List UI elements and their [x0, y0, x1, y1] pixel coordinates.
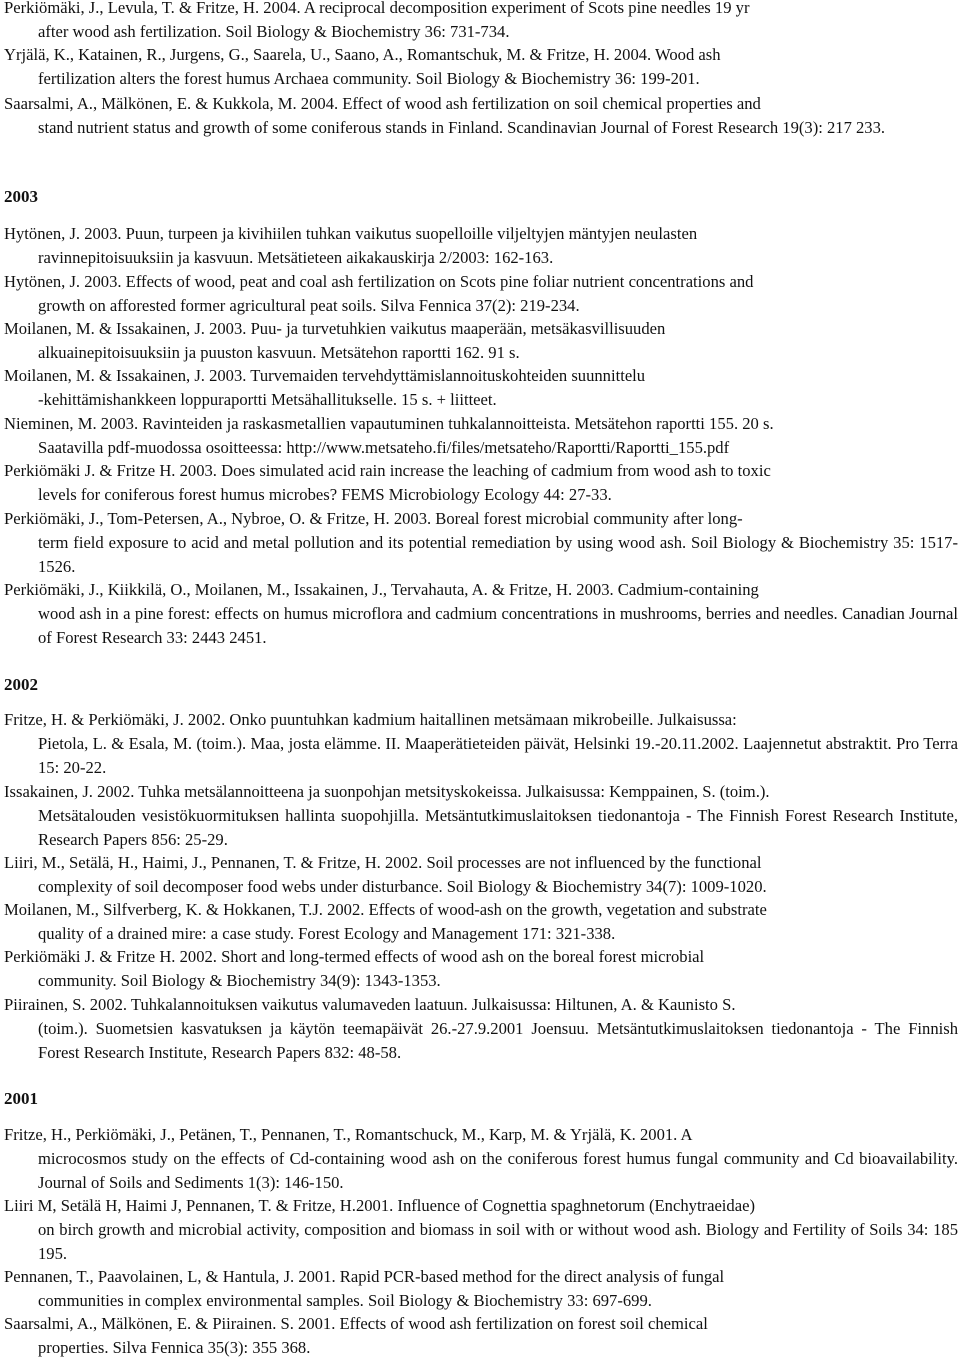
reference-continuation: (toim.). Suometsien kasvatuksen ja käytön teemapäivät 26.-27.9.2001 Joensuu. Metsäntutkimuslaitoksen tiedonantoja - The Finnish Forest Research Institute, Research Papers 832: 48-58.	[38, 1018, 958, 1062]
reference-continuation: wood ash in a pine forest: effects on humus microflora and cadmium concentrations in mushrooms, berries and needles. Canadian Journal of Forest Research 33: 2443 2451.	[38, 603, 958, 647]
reference-entry	[4, 1194, 958, 1265]
reference-entry	[4, 945, 958, 993]
reference-first-line: Hytönen, J. 2003. Puun, turpeen ja kivihiilen tuhkan vaikutus suopelloille viljeltyjen mäntyjen neulasten	[4, 224, 698, 243]
reference-first-line: Liiri, M., Setälä, H., Haimi, J., Pennanen, T. & Fritze, H. 2002. Soil processes are not influenced by the functional	[4, 853, 762, 872]
reference-continuation: -kehittämishankkeen loppuraportti Metsähallitukselle. 15 s. + liitteet.	[38, 389, 497, 409]
reference-first-line: Saarsalmi, A., Mälkönen, E. & Kukkola, M. 2004. Effect of wood ash fertilization on soil chemical properties and	[4, 94, 761, 113]
reference-entry	[4, 317, 958, 365]
reference-first-line: Nieminen, M. 2003. Ravinteiden ja raskasmetallien vapautuminen tuhkalannoitteista. Metsätehon raportti 155. 20 s.	[4, 414, 774, 433]
reference-first-line: Piirainen, S. 2002. Tuhkalannoituksen vaikutus valumaveden laatuun. Julkaisussa: Hiltunen, A. & Kaunisto S.	[4, 995, 736, 1014]
reference-continuation: term field exposure to acid and metal pollution and its potential remediation by using wood ash. Soil Biology & Biochemistry 35: 1517-1526.	[38, 532, 958, 576]
reference-continuation: alkuainepitoisuuksiin ja puuston kasvuun. Metsätehon raportti 162. 91 s.	[38, 342, 520, 362]
reference-first-line: Perkiömäki, J., Tom-Petersen, A., Nybroe, O. & Fritze, H. 2003. Boreal forest microbial community after long-	[4, 509, 743, 528]
reference-first-line: Perkiömäki, J., Levula, T. & Fritze, H. 2004. A reciprocal decomposition experiment of Scots pine needles 19 yr	[4, 0, 750, 17]
reference-entry	[4, 459, 958, 507]
reference-continuation: fertilization alters the forest humus Archaea community. Soil Biology & Biochemistry 36: 199-201.	[38, 68, 700, 88]
reference-first-line: Perkiömäki J. & Fritze H. 2003. Does simulated acid rain increase the leaching of cadmium from wood ash to toxic	[4, 461, 771, 480]
reference-continuation: stand nutrient status and growth of some coniferous stands in Finland. Scandinavian Journal of Forest Research 19(3): 217 233.	[38, 117, 886, 137]
reference-continuation: on birch growth and microbial activity, composition and biomass in soil with or without wood ash. Biology and Fertility of Soils 34: 185 195.	[38, 1219, 958, 1263]
reference-continuation: ravinnepitoisuuksiin ja kasvuun. Metsätieteen aikakauskirja 2/2003: 162-163.	[38, 247, 554, 267]
reference-entry	[4, 222, 958, 270]
reference-entry	[4, 780, 958, 851]
year-heading: 2003	[4, 187, 38, 206]
year-heading: 2001	[4, 1089, 38, 1108]
reference-entry	[4, 364, 958, 412]
reference-entry	[4, 270, 958, 318]
reference-first-line: Issakainen, J. 2002. Tuhka metsälannoitteena ja suonpohjan metsityskokeissa. Julkaisussa: Kemppainen, S. (toim.).	[4, 782, 770, 801]
reference-first-line: Fritze, H. & Perkiömäki, J. 2002. Onko puuntuhkan kadmium haitallinen metsämaan mikrobeille. Julkaisussa:	[4, 710, 737, 729]
reference-continuation: Metsätalouden vesistökuormituksen hallinta suopohjilla. Metsäntutkimuslaitoksen tiedonantoja - The Finnish Forest Research Institute, Research Papers 856: 25-29.	[38, 805, 958, 849]
reference-entry	[4, 92, 958, 140]
reference-entry	[4, 412, 958, 460]
reference-entry	[4, 1265, 958, 1313]
reference-first-line: Perkiömäki J. & Fritze H. 2002. Short and long-termed effects of wood ash on the boreal forest microbial	[4, 947, 705, 966]
reference-entry	[4, 1312, 958, 1360]
reference-continuation: Pietola, L. & Esala, M. (toim.). Maa, josta elämme. II. Maaperätieteiden päivät, Helsinki 19.-20.11.2002. Laajennetut abstraktit. Pro Terra 15: 20-22.	[38, 733, 958, 777]
reference-entry	[4, 898, 958, 946]
reference-first-line: Moilanen, M. & Issakainen, J. 2003. Turvemaiden tervehdyttämislannoituskohteiden suunnittelu	[4, 366, 646, 385]
reference-entry	[4, 851, 958, 899]
reference-first-line: Moilanen, M. & Issakainen, J. 2003. Puu- ja turvetuhkien vaikutus maaperään, metsäkasvillisuuden	[4, 319, 666, 338]
reference-continuation: communities in complex environmental samples. Soil Biology & Biochemistry 33: 697-699.	[38, 1290, 652, 1310]
reference-first-line: Yrjälä, K., Katainen, R., Jurgens, G., Saarela, U., Saano, A., Romantschuk, M. & Fritze, H. 2004. Wood ash	[4, 45, 721, 64]
reference-continuation: levels for coniferous forest humus microbes? FEMS Microbiology Ecology 44: 27-33.	[38, 484, 612, 504]
reference-first-line: Pennanen, T., Paavolainen, L, & Hantula, J. 2001. Rapid PCR-based method for the direct analysis of fungal	[4, 1267, 725, 1286]
reference-entry	[4, 708, 958, 779]
year-heading: 2002	[4, 675, 38, 694]
reference-first-line: Moilanen, M., Silfverberg, K. & Hokkanen, T.J. 2002. Effects of wood-ash on the growth, vegetation and substrate	[4, 900, 767, 919]
reference-entry	[4, 0, 958, 44]
reference-entry	[4, 993, 958, 1064]
reference-continuation: Saatavilla pdf-muodossa osoitteessa: http://www.metsateho.fi/files/metsateho/Raportti/Raportti_155.pdf	[38, 437, 730, 457]
reference-entry	[4, 1123, 958, 1194]
reference-first-line: Liiri M, Setälä H, Haimi J, Pennanen, T. & Fritze, H.2001. Influence of Cognettia spaghnetorum (Enchytraeidae)	[4, 1196, 755, 1215]
reference-first-line: Saarsalmi, A., Mälkönen, E. & Piirainen. S. 2001. Effects of wood ash fertilization on forest soil chemical	[4, 1314, 708, 1333]
reference-first-line: Fritze, H., Perkiömäki, J., Petänen, T., Pennanen, T., Romantschuck, M., Karp, M. & Yrjälä, K. 2001. A	[4, 1125, 693, 1144]
reference-continuation: microcosmos study on the effects of Cd-containing wood ash on the coniferous forest humus fungal community and Cd bioavailability. Journal of Soils and Sediments 1(3): 146-150.	[38, 1148, 958, 1192]
reference-continuation: quality of a drained mire: a case study. Forest Ecology and Management 171: 321-338.	[38, 923, 616, 943]
reference-continuation: complexity of soil decomposer food webs under disturbance. Soil Biology & Biochemistry 34(7): 1009-1020.	[38, 876, 767, 896]
reference-continuation: properties. Silva Fennica 35(3): 355 368.	[38, 1337, 311, 1357]
reference-first-line: Hytönen, J. 2003. Effects of wood, peat and coal ash fertilization on Scots pine foliar nutrient concentrations and	[4, 272, 754, 291]
reference-entry	[4, 507, 958, 578]
reference-first-line: Perkiömäki, J., Kiikkilä, O., Moilanen, M., Issakainen, J., Tervahauta, A. & Fritze, H. 2003. Cadmium-containing	[4, 580, 759, 599]
reference-entry	[4, 578, 958, 649]
reference-continuation: after wood ash fertilization. Soil Biology & Biochemistry 36: 731-734.	[38, 21, 510, 41]
reference-continuation: community. Soil Biology & Biochemistry 34(9): 1343-1353.	[38, 970, 441, 990]
reference-continuation: growth on afforested former agricultural peat soils. Silva Fennica 37(2): 219-234.	[38, 295, 580, 315]
reference-entry	[4, 43, 958, 91]
